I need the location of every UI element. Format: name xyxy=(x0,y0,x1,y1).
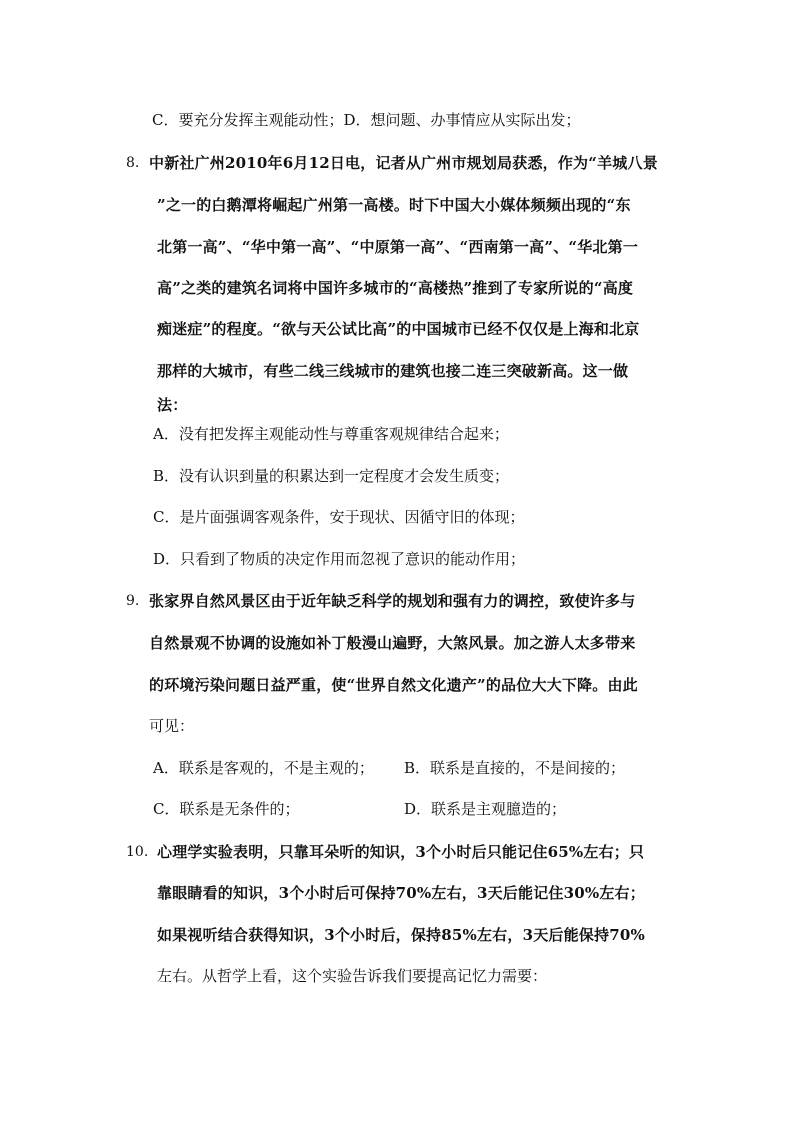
question-8-line-7: 法： xyxy=(157,396,188,414)
question-10-line-4: 左右。从哲学上看，这个实验告诉我们要提高记忆力需要： xyxy=(157,967,548,985)
question-8-number: 8. xyxy=(126,155,140,171)
previous-question-options-c-d: C．要充分发挥主观能动性；D．想问题、办事情应从实际出发； xyxy=(152,111,581,129)
question-8-option-b: B．没有认识到量的积累达到一定程度才会发生质变； xyxy=(153,467,510,485)
question-8-line-4: 高”之类的建筑名词将中国许多城市的“高楼热”推到了专家所说的“高度 xyxy=(157,279,634,297)
question-10-line-1: 心理学实验表明，只靠耳朵听的知识，3个小时后只能记住65%左右；只 xyxy=(157,843,645,861)
question-8-option-a: A．没有把发挥主观能动性与尊重客观规律结合起来； xyxy=(153,425,509,443)
question-8-option-c: C．是片面强调客观条件，安于现状、因循守旧的体现； xyxy=(153,508,525,526)
question-9-line-3: 的环境污染问题日益严重，使“世界自然文化遗产”的品位大大下降。由此 xyxy=(149,676,638,694)
question-9-option-c: C．联系是无条件的； xyxy=(153,800,300,818)
question-8-line-6: 那样的大城市，有些二线三线城市的建筑也接二连三突破新高。这一做 xyxy=(157,362,629,380)
question-9-option-d: D．联系是主观臆造的； xyxy=(404,800,567,818)
question-8-line-1: 中新社广州2010年6月12日电，记者从广州市规划局获悉，作为“羊城八景 xyxy=(149,154,658,172)
question-9-option-a: A．联系是客观的，不是主观的； xyxy=(153,759,374,777)
question-8-option-d: D．只看到了物质的决定作用而忽视了意识的能动作用； xyxy=(153,550,526,568)
question-10-line-2: 靠眼睛看的知识，3个小时后可保持70%左右，3天后能记住30%左右； xyxy=(157,884,645,902)
question-8-line-3: 北第一高”、“华中第一高”、“中原第一高”、“西南第一高”、“华北第一 xyxy=(157,238,639,256)
question-9-line-1: 张家界自然风景区由于近年缺乏科学的规划和强有力的调控，致使许多与 xyxy=(149,592,636,610)
question-9-line-2: 自然景观不协调的设施如补丁般漫山遍野，大煞风景。加之游人太多带来 xyxy=(149,634,636,652)
question-8-line-5: 痴迷症”的程度。“欲与天公试比高”的中国城市已经不仅仅是上海和北京 xyxy=(157,320,640,338)
question-8-line-2: ”之一的白鹅潭将崛起广州第一高楼。时下中国大小媒体频频出现的“东 xyxy=(157,196,631,214)
question-10-number: 10. xyxy=(126,844,149,860)
question-10-line-3: 如果视听结合获得知识，3个小时后，保持85%左右，3天后能保持70% xyxy=(157,926,645,944)
question-9-option-b: B．联系是直接的，不是间接的； xyxy=(404,759,626,777)
question-9-line-4: 可见： xyxy=(149,717,195,735)
question-9-number: 9. xyxy=(126,593,140,609)
